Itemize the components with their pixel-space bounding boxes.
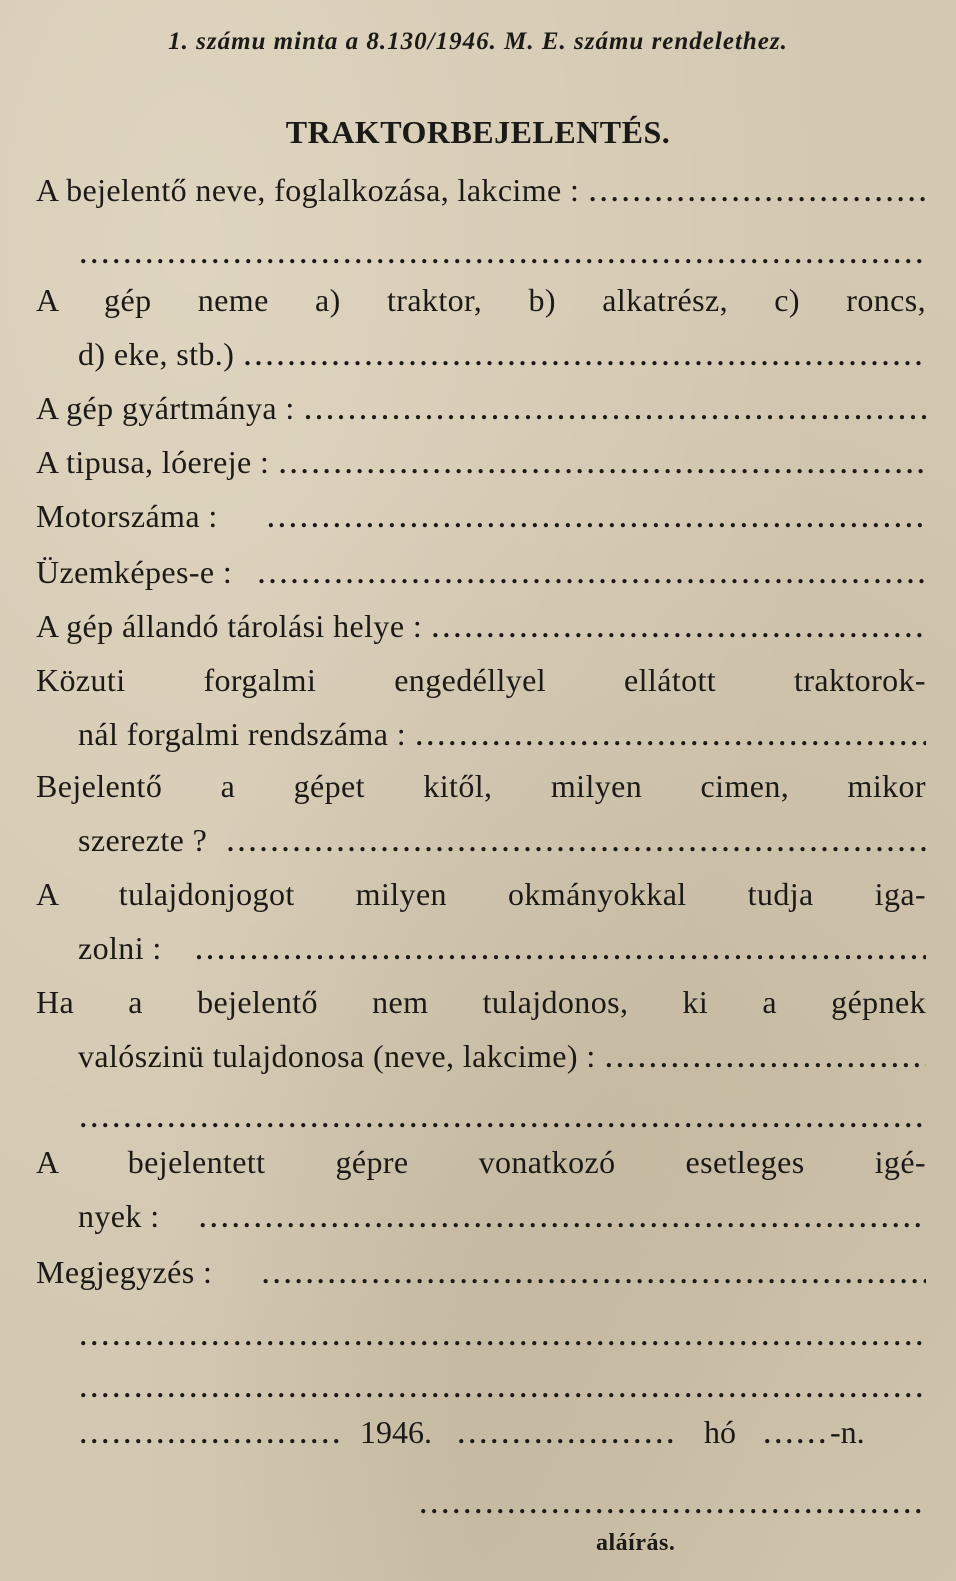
fill-line bbox=[279, 450, 926, 480]
field-motorszam-label: Motorszáma : bbox=[36, 498, 218, 534]
field-gep-neme bbox=[36, 282, 926, 332]
month-fill-line[interactable] bbox=[458, 1420, 676, 1450]
field-tulajdonjog bbox=[36, 876, 926, 926]
date-month-label: hó bbox=[704, 1414, 736, 1450]
field-igenyek bbox=[36, 1144, 926, 1194]
field-tulajdonjog-label-2: zolni : bbox=[78, 930, 162, 966]
fill-line bbox=[244, 342, 926, 372]
field-tarolas[interactable] bbox=[36, 608, 926, 658]
field-tipus[interactable] bbox=[36, 444, 926, 494]
field-tulajdonjog-cont[interactable] bbox=[78, 930, 926, 980]
field-gyartmany[interactable] bbox=[36, 390, 926, 440]
day-fill-line[interactable] bbox=[764, 1420, 830, 1450]
field-tarolas-label: A gép állandó tárolási helye : bbox=[36, 608, 423, 644]
field-nem-tulajdonos bbox=[36, 984, 926, 1034]
field-nem-tulajdonos-cont[interactable] bbox=[78, 1038, 926, 1088]
field-uzemkepes[interactable] bbox=[36, 554, 926, 604]
fill-line bbox=[606, 1044, 926, 1074]
form-title: TRAKTORBEJELENTÉS. bbox=[285, 114, 671, 150]
field-bejelento-label: A bejelentő neve, foglalkozása, lakcime : bbox=[36, 172, 580, 208]
field-nem-tulajdonos-label-2: valószinü tulajdonosa (neve, lakcime) : bbox=[78, 1038, 596, 1074]
signature-line[interactable] bbox=[420, 1490, 926, 1520]
fill-line bbox=[432, 614, 926, 644]
fill-line bbox=[200, 1204, 927, 1234]
fill-line-full[interactable] bbox=[80, 1374, 926, 1404]
field-szerzes-cont[interactable] bbox=[78, 822, 926, 872]
field-nem-tulajdonos-label: Ha a bejelentő nem tulajdonos, ki a gépnek bbox=[36, 984, 926, 1020]
fill-line bbox=[305, 396, 926, 426]
field-megjegyzes-label: Megjegyzés : bbox=[36, 1254, 213, 1290]
fill-line-full[interactable] bbox=[80, 1104, 926, 1134]
form-model-header: 1. számu minta a 8.130/1946. M. E. számu rendelethez. bbox=[168, 28, 788, 55]
field-uzemkepes-label: Üzemképes-e : bbox=[36, 554, 233, 590]
field-megjegyzes[interactable] bbox=[36, 1254, 926, 1304]
field-gep-neme-label: A gép neme a) traktor, b) alkatrész, c) roncs, bbox=[36, 282, 926, 318]
field-igenyek-cont[interactable] bbox=[78, 1198, 926, 1248]
field-forgalmi bbox=[36, 662, 926, 712]
field-forgalmi-label-2: nál forgalmi rendszáma : bbox=[78, 716, 407, 752]
field-motorszam[interactable] bbox=[36, 498, 926, 548]
field-forgalmi-label: Közuti forgalmi engedéllyel ellátott traktorok- bbox=[36, 662, 926, 698]
field-szerzes bbox=[36, 768, 926, 818]
fill-line bbox=[227, 828, 926, 858]
fill-line-full[interactable] bbox=[80, 1322, 926, 1352]
field-bejelento[interactable] bbox=[36, 172, 926, 222]
field-tipus-label: A tipusa, lóereje : bbox=[36, 444, 270, 480]
place-fill-line[interactable] bbox=[80, 1420, 342, 1450]
field-igenyek-label: A bejelentett gépre vonatkozó esetleges igé- bbox=[36, 1144, 926, 1180]
field-gep-neme-cont[interactable] bbox=[78, 336, 926, 386]
date-day-suffix: -n. bbox=[830, 1414, 865, 1450]
field-tulajdonjog-label: A tulajdonjogot milyen okmányokkal tudja iga- bbox=[36, 876, 926, 912]
fill-line bbox=[416, 722, 926, 752]
fill-line bbox=[589, 178, 926, 208]
field-szerzes-label: Bejelentő a gépet kitől, milyen cimen, mikor bbox=[36, 768, 926, 804]
field-gyartmany-label: A gép gyártmánya : bbox=[36, 390, 295, 426]
field-szerzes-label-2: szerezte ? bbox=[78, 822, 208, 858]
fill-line-full[interactable] bbox=[80, 240, 926, 270]
fill-line bbox=[268, 504, 926, 534]
date-year: 1946. bbox=[360, 1414, 432, 1450]
field-gep-neme-label-2: d) eke, stb.) bbox=[78, 336, 235, 372]
date-line[interactable] bbox=[80, 1414, 926, 1464]
fill-line bbox=[258, 560, 926, 590]
field-igenyek-label-2: nyek : bbox=[78, 1198, 160, 1234]
fill-line bbox=[196, 936, 926, 966]
field-forgalmi-cont[interactable] bbox=[78, 716, 926, 766]
signature-label: aláírás. bbox=[596, 1530, 676, 1556]
fill-line bbox=[262, 1260, 926, 1290]
